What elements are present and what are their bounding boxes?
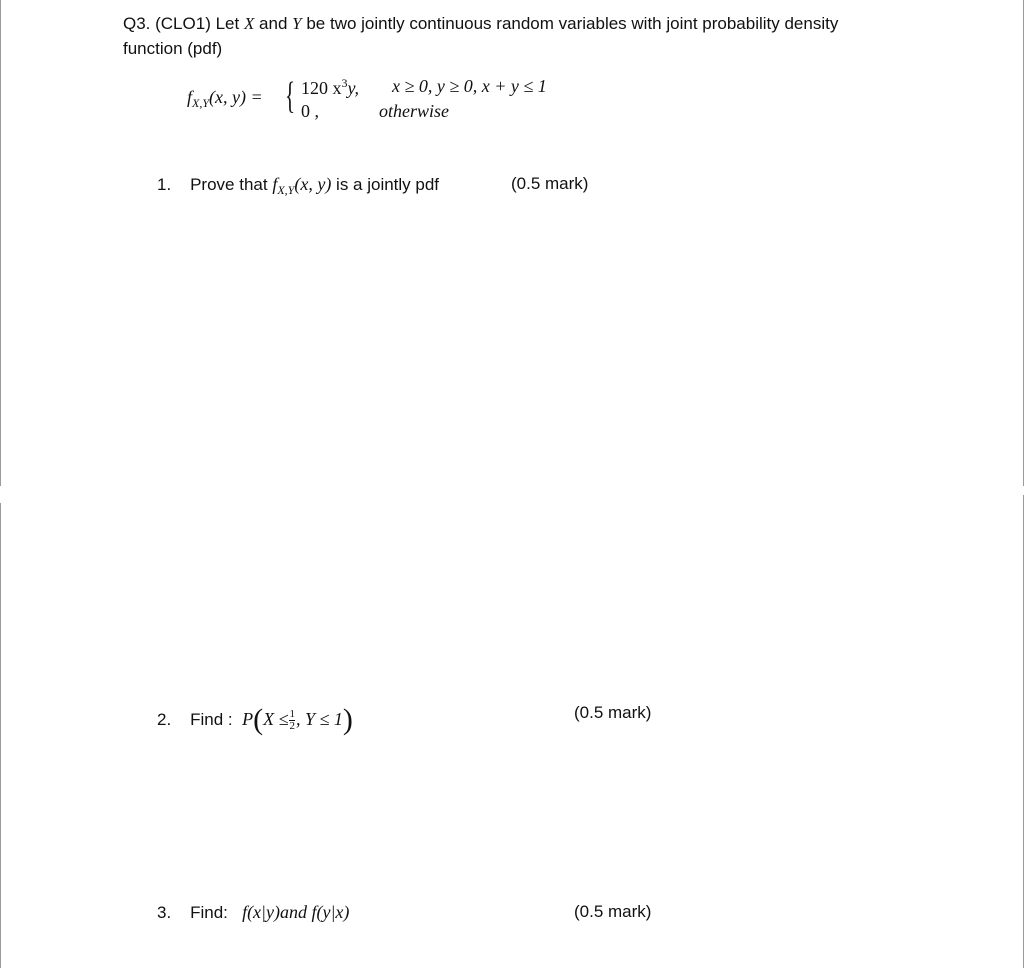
question-line-2: function (pdf) — [123, 39, 223, 58]
item-2-frac-num: 1 — [289, 708, 295, 721]
question-prefix: Q3. (CLO1) Let — [123, 14, 244, 33]
item-1-mark: (0.5 mark) — [511, 174, 589, 193]
case-2-expression: 0 , — [301, 101, 319, 121]
item-2-close-paren: ) — [342, 703, 353, 736]
pdf-subscript: X,Y — [192, 96, 210, 110]
item-3-label: Find: — [190, 903, 228, 922]
pdf-lhs — [187, 87, 263, 111]
item-2-fraction — [289, 709, 295, 732]
page-edge-left — [0, 0, 1, 486]
item-1-text-after: is a jointly pdf — [331, 175, 440, 194]
item-2 — [157, 703, 353, 737]
item-3-number: 3. — [157, 903, 172, 922]
item-2-mark: (0.5 mark) — [574, 703, 652, 722]
item-2-expr-a: X ≤ — [263, 709, 289, 729]
item-1-text-before: Prove that — [190, 175, 273, 194]
case-1-tail: y, — [347, 78, 359, 98]
item-3-expression: f(x|y)and f(y|x) — [242, 902, 350, 922]
pdf-args: (x, y) = — [209, 87, 263, 107]
pdf-f: f — [187, 87, 193, 107]
item-1-number: 1. — [157, 175, 172, 194]
question-and: and — [254, 14, 293, 33]
item-2-expr-b: , Y ≤ 1 — [295, 709, 343, 729]
item-2-open-paren: ( — [253, 703, 264, 736]
case-2-condition: otherwise — [379, 101, 449, 121]
case-1-condition: x ≥ 0, y ≥ 0, x + y ≤ 1 — [392, 76, 547, 96]
item-1 — [157, 174, 439, 198]
item-2-number: 2. — [157, 710, 172, 729]
item-3-mark: (0.5 mark) — [574, 902, 652, 921]
item-2-p: P — [242, 709, 254, 729]
question-suffix: be two jointly continuous random variables with joint probability density — [301, 14, 839, 33]
case-1-coefficient: 120 x — [301, 78, 342, 98]
item-1-f: f — [272, 174, 278, 194]
question-line-1 — [123, 12, 838, 36]
item-2-label: Find : — [190, 710, 233, 729]
item-1-subscript: X,Y — [277, 183, 295, 197]
variable-x: X — [243, 14, 255, 33]
case-1-expression — [301, 76, 359, 99]
page-edge-left-lower — [0, 503, 1, 968]
variable-y: Y — [292, 14, 302, 33]
item-2-frac-den: 2 — [289, 720, 295, 733]
item-3 — [157, 902, 349, 923]
item-1-args: (x, y) — [294, 174, 332, 194]
cases-brace: { — [285, 75, 296, 117]
case-1-power: 3 — [341, 76, 348, 90]
